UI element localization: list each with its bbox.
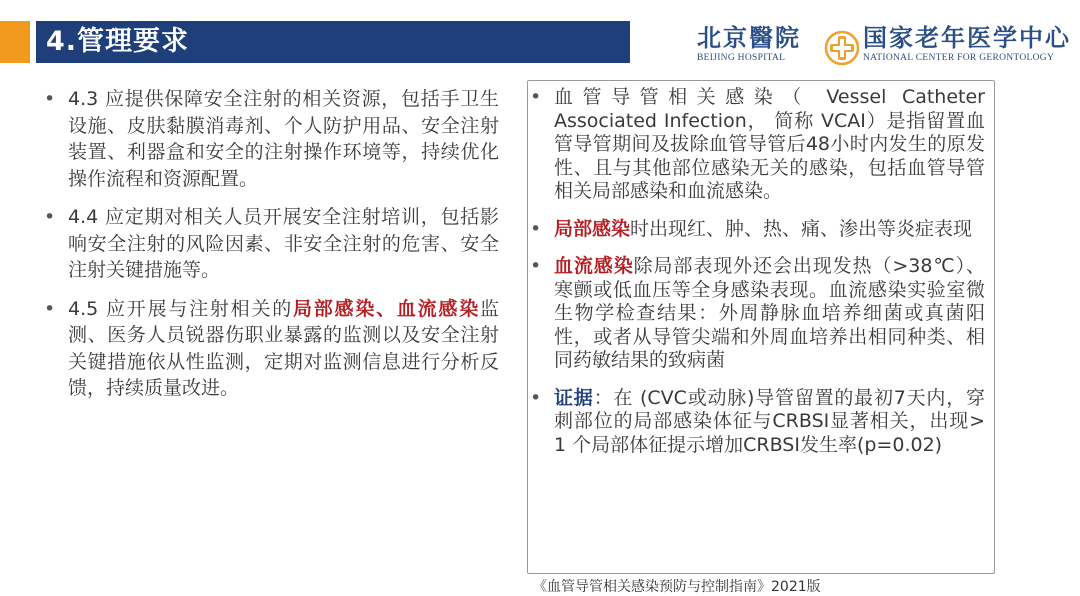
bullet-dot: • bbox=[530, 255, 542, 277]
keyword-local-infection: 局部感染 bbox=[554, 217, 631, 240]
center-name-en: NATIONAL CENTER FOR GERONTOLOGY bbox=[863, 53, 1055, 63]
bullet-4-3 bbox=[44, 86, 499, 192]
bullet-text: 4.4 应定期对相关人员开展安全注射培训，包括影响安全注射的风险因素、非安全注射的危害、安全注射关键措施等。 bbox=[68, 206, 499, 281]
bullet-text: 血管导管相关感染（ Vessel Catheter Associated Infection， 简称 VCAI）是指留置血管导管期间及拔除血管导管后48小时内发生的原发性、且与其他部位感染无关的感染，包括血管导管相关局部感染和血流感染。 bbox=[554, 86, 985, 202]
bullet-dot: • bbox=[44, 297, 56, 320]
bullet-dot: • bbox=[530, 86, 542, 108]
hospital-name-cn: 北京醫院 bbox=[697, 23, 801, 52]
bullet-text: 时出现红、肿、热、痛、渗出等炎症表现 bbox=[630, 217, 973, 240]
bullet-dot: • bbox=[530, 217, 542, 240]
bullet-4-4 bbox=[44, 204, 499, 284]
bullet-evidence bbox=[530, 387, 985, 458]
keyword-evidence: 证据 bbox=[554, 386, 594, 409]
hospital-cross-emblem-icon bbox=[824, 30, 860, 66]
bullet-vcai-definition bbox=[530, 86, 985, 204]
bullet-text-pre: 4.5 应开展与注射相关的 bbox=[68, 297, 293, 320]
bullet-local-infection bbox=[530, 218, 985, 242]
beijing-hospital-logo bbox=[697, 24, 825, 64]
hospital-name-en: BEIJING HOSPITAL bbox=[697, 53, 786, 63]
gerontology-center-logo bbox=[863, 24, 1075, 64]
title-accent-block bbox=[0, 21, 30, 63]
bullet-text: 4.3 应提供保障安全注射的相关资源，包括手卫生设施、皮肤黏膜消毒剂、个人防护用品、安全注射装置、利器盒和安全的注射操作环境等，持续优化操作流程和资源配置。 bbox=[68, 88, 499, 190]
bullet-text: 除局部表现外还会出现发热（>38℃）、寒颤或低血压等全身感染表现。血流感染实验室微生物学检查结果：外周静脉血培养细菌或真菌阳性，或者从导管尖端和外周血培养出相同种类、相同药敏结果的致病菌 bbox=[554, 255, 985, 371]
center-name-cn: 国家老年医学中心 bbox=[863, 23, 1071, 52]
title-bar bbox=[36, 21, 630, 63]
bullet-text: ：在 (CVC或动脉)导管留置的最初7天内，穿刺部位的局部感染体征与CRBSI显著相关，出现> 1 个局部体征提示增加CRBSI发生率(p=0.02) bbox=[554, 386, 985, 456]
bullet-highlight-infection: 局部感染、血流感染 bbox=[293, 297, 480, 320]
slide-title: 4.管理要求 bbox=[46, 26, 190, 57]
left-bullet-list bbox=[44, 86, 499, 414]
bullet-4-5 bbox=[44, 296, 499, 402]
bullet-dot: • bbox=[44, 206, 56, 228]
bullet-dot: • bbox=[530, 386, 542, 409]
keyword-bloodstream-infection: 血流感染 bbox=[554, 255, 634, 277]
hospital-logo bbox=[697, 24, 1077, 70]
bullet-text-post: 监测、医务人员锐器伤职业暴露的监测以及安全注射关键措施依从性监测，定期对监测信息进行分析反馈，持续质量改进。 bbox=[68, 297, 499, 399]
bullet-dot: • bbox=[44, 88, 56, 110]
right-bullet-list bbox=[530, 86, 985, 471]
source-caption: 《血管导管相关感染预防与控制指南》2021版 bbox=[533, 579, 821, 595]
bullet-bloodstream-infection bbox=[530, 255, 985, 373]
